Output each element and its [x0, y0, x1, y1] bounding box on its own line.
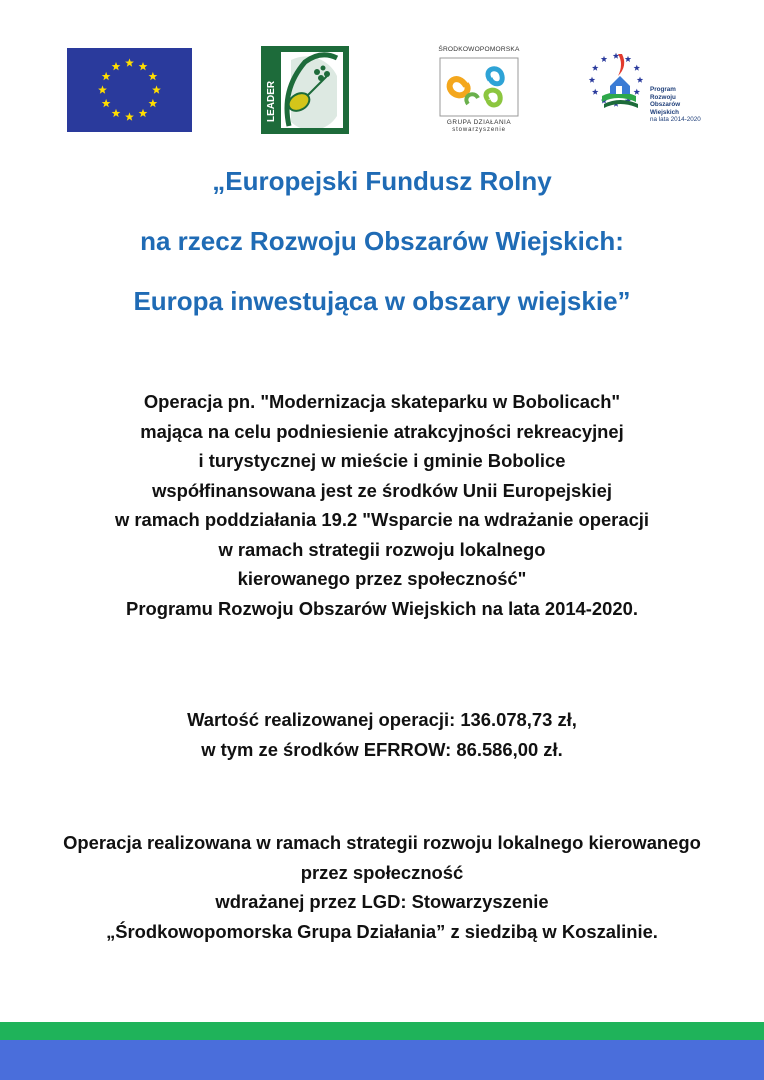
heading-line-1: „Europejski Fundusz Rolny [212, 166, 552, 196]
prow-line-text: Obszarów [650, 101, 681, 109]
prow-logo [588, 50, 708, 124]
prow-line-years: na lata 2014-2020 [650, 116, 701, 124]
operation-description [0, 387, 764, 623]
operation-line: Operacja pn. "Modernizacja skateparku w Bobolicach" [143, 391, 621, 412]
star-icon [589, 77, 595, 83]
operation-line: w ramach strategii rozwoju lokalnego [218, 538, 546, 560]
eu-flag-logo [67, 48, 192, 132]
operation-line: kierowanego przez społeczność" [237, 568, 527, 589]
operation-line: współfinansowana jest ze środków Unii Europejskiej [152, 479, 612, 501]
star-icon [634, 89, 640, 95]
lgd-info-line: wdrażanej przez LGD: Stowarzyszenie [215, 891, 549, 912]
logo-bar [0, 44, 764, 139]
lgd-information [0, 828, 764, 946]
prow-line [650, 101, 701, 109]
prow-line [650, 94, 701, 102]
heading-line-3: Europa inwestująca w obszary wiejskie” [133, 286, 631, 316]
star-icon [613, 53, 619, 59]
prow-emblem-icon [588, 50, 650, 114]
prow-line-text: Wiejskich [650, 108, 679, 116]
operation-line: i turystycznej w mieście i gminie Bobolice [198, 450, 566, 471]
lgd-info-line: przez społeczność [300, 861, 464, 883]
star-icon [601, 56, 607, 62]
lgd-logo [438, 44, 520, 136]
leader-logo [261, 46, 349, 134]
operation-value [0, 705, 764, 764]
prow-line-text: Program [650, 86, 676, 93]
operation-line: Programu Rozwoju Obszarów Wiejskich na lata 2014-2020. [126, 597, 638, 619]
prow-line [650, 86, 701, 94]
lgd-logo-sub-text: stowarzyszenie [452, 127, 506, 133]
value-line: Wartość realizowanej operacji: 136.078,73 zł, [187, 709, 577, 730]
lgd-swirl-icon [438, 56, 520, 118]
heading-line-2: na rzecz Rozwoju Obszarów Wiejskich: [140, 226, 624, 256]
footer-blue-stripe [0, 1040, 764, 1080]
prow-line [650, 109, 701, 117]
star-icon [637, 77, 643, 83]
star-icon [592, 89, 598, 95]
value-line: w tym ze środków EFRROW: 86.586,00 zł. [201, 738, 563, 760]
star-icon [634, 65, 640, 71]
leader-logo-text: LEADER [266, 80, 277, 122]
prow-logo-text [650, 86, 701, 124]
operation-line: w ramach poddziałania 19.2 "Wsparcie na wdrażanie operacji [114, 509, 650, 530]
lgd-info-line: Operacja realizowana w ramach strategii rozwoju lokalnego kierowanego [63, 832, 701, 853]
star-icon [625, 56, 631, 62]
lgd-info-line: „Środkowopomorska Grupa Działania” z siedzibą w Koszalinie. [106, 920, 658, 942]
prow-line-text: Rozwoju [650, 93, 676, 101]
footer-green-stripe [0, 1022, 764, 1040]
lgd-logo-top-text: ŚRODKOWOPOMORSKA [438, 46, 520, 53]
star-icon [592, 65, 598, 71]
leader-icon [261, 46, 349, 134]
lgd-logo-bottom-text: GRUPA DZIAŁANIA [446, 119, 512, 126]
operation-line: mająca na celu podniesienie atrakcyjności rekreacyjnej [140, 420, 624, 442]
eu-flag-icon [67, 48, 192, 132]
